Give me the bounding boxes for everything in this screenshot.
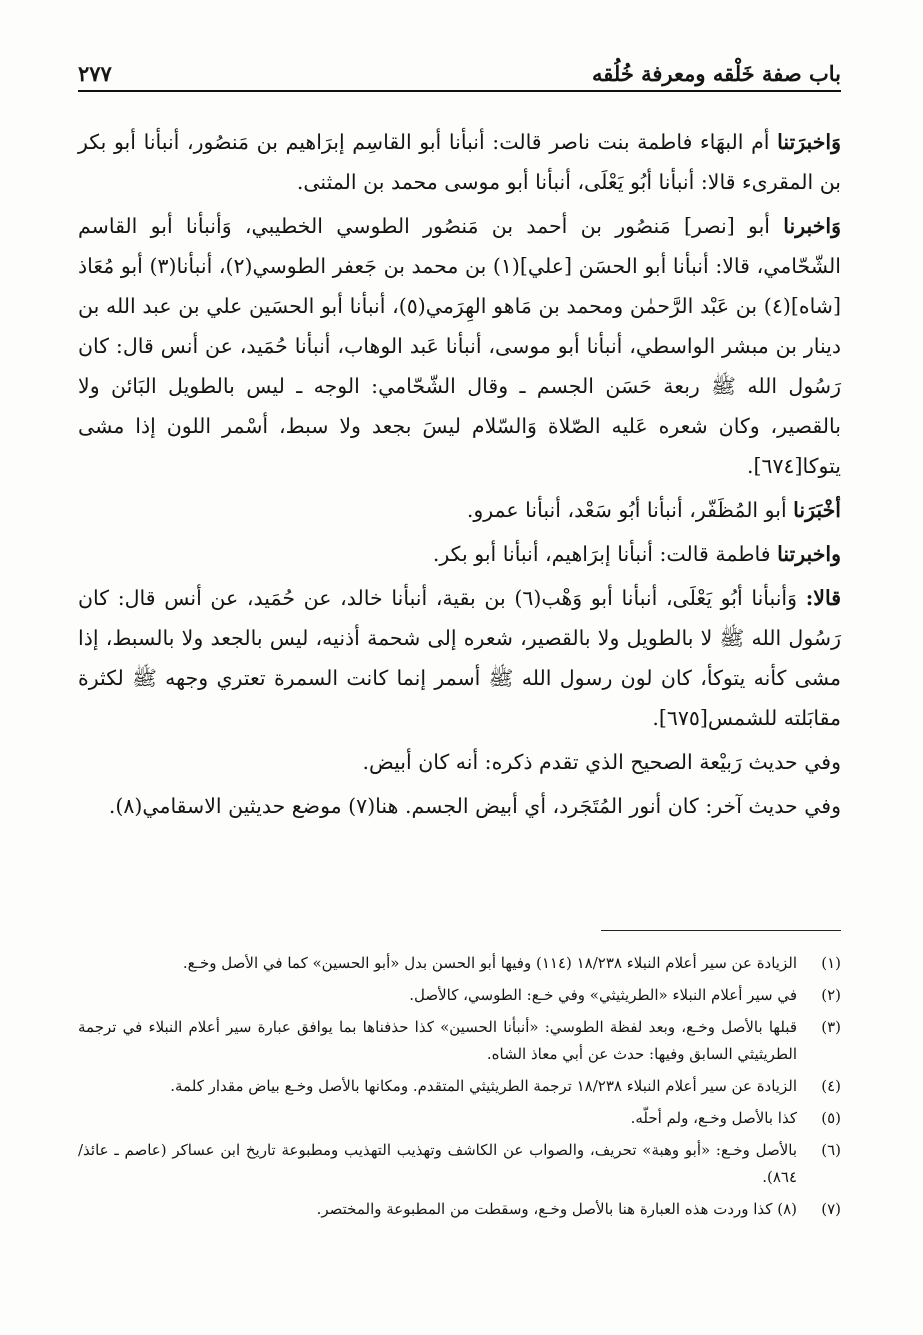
footnote: [78, 1137, 841, 1191]
footnote: [78, 1073, 841, 1100]
footnote-text: كذا بالأصل وخـع، ولم أحلّه.: [630, 1109, 797, 1127]
footnote-text: (٨) كذا وردت هذه العبارة هنا بالأصل وخـع، وسقطت من المطبوعة والمختصر.: [316, 1200, 797, 1218]
paragraph: [78, 206, 841, 486]
paragraph-text: وفي حديث آخر: كان أنور المُتَجَرد، أي أبيض الجسم. هنا(٧) موضع حديثين الاسقامي(٨).: [108, 794, 841, 818]
paragraph-text: أم البهَاء فاطمة بنت ناصر قالت: أنبأنا أبو القاسِم إبرَاهيم بن مَنصُور، أنبأنا أبو بكر بن المقرىء قالا: أنبأنا أبُو يَعْلَى، أنبأنا أبو موسى محمد بن المثنى.: [78, 130, 841, 194]
paragraph: [78, 742, 841, 782]
chapter-title: باب صفة خَلْقه ومعرفة خُلُقه: [591, 61, 841, 86]
footnote-text: قبلها بالأصل وخـع، وبعد لفظة الطوسي: «أنبأنا الحسين» كذا حذفناها بما يوافق عبارة سير أعلام النبلاء في ترجمة الطريثيثي السابق وفيها: حدث عن أبي معاذ الشاه.: [78, 1018, 797, 1063]
paragraph: [78, 490, 841, 530]
footnote-text: بالأصل وخـع: «أبو وهبة» تحريف، والصواب عن الكاشف وتهذيب التهذيب ومطبوعة تاريخ ابن عساكر (عاصم ـ عائذ/ ٨٦٤).: [78, 1141, 797, 1186]
paragraph-lead: أخْبَرَنا: [793, 498, 841, 522]
paragraph: [78, 534, 841, 574]
paragraph-text: وَأنبأنا أبُو يَعْلَى، أنبأنا أبو وَهْب(٦) بن بقية، أنبأنا خالد، عن حُمَيد، عن أنس قال: كان رَسُول الله ﷺ لا بالطويل ولا بالقصير، شعره إلى شحمة أذنيه، ليس بالجعد ولا بالسبط، إذا مشى كأنه يتوكأ، كان لون رسول الله ﷺ أسمر إنما كانت السمرة تعتري وجهه ﷺ لكثرة مقابَلته للشمس[٦٧٥].: [78, 586, 841, 730]
paragraph-lead: وَاخبرَتنا: [777, 130, 841, 154]
paragraph-text: أبو المُظَفّر، أنبأنا أبُو سَعْد، أنبأنا عمرو.: [466, 498, 794, 522]
paragraph-text: فاطمة قالت: أنبأنا إبرَاهيم، أنبأنا أبو بكر.: [432, 542, 778, 566]
footnote-number: (٣): [821, 1018, 841, 1036]
footnote-number: (٢): [821, 986, 841, 1004]
paragraph-lead: وَاخبرنا: [783, 214, 841, 238]
paragraph-lead: قالا:: [805, 586, 841, 610]
footnote-text: الزيادة عن سير أعلام النبلاء ١٨/٢٣٨ ترجمة الطريثيثي المتقدم. ومكانها بالأصل وخـع بياض مقدار كلمة.: [170, 1077, 797, 1095]
footnote: [78, 1196, 841, 1223]
footnote-number: (٤): [821, 1077, 841, 1095]
paragraph: [78, 122, 841, 202]
footnotes: [78, 950, 841, 1228]
footnote-number: (٧): [821, 1200, 841, 1218]
paragraph: [78, 578, 841, 738]
footnote-divider: [601, 930, 841, 931]
page-number: ٢٧٧: [78, 61, 112, 86]
main-text: [78, 122, 841, 826]
page-header: [78, 50, 841, 92]
footnote: [78, 1014, 841, 1068]
footnote-text: في سير أعلام النبلاء «الطريثيثي» وفي خـع: الطوسي، كالأصل.: [409, 986, 797, 1004]
footnote: [78, 950, 841, 977]
paragraph: [78, 786, 841, 826]
footnote-number: (٦): [821, 1141, 841, 1159]
footnote-text: الزيادة عن سير أعلام النبلاء ١٨/٢٣٨ (١١٤) وفيها أبو الحسن بدل «أبو الحسين» كما في الأصل وخـع.: [182, 954, 797, 972]
footnote-number: (٥): [821, 1109, 841, 1127]
paragraph-text: وفي حديث رَبيْعة الصحيح الذي تقدم ذكره: أنه كان أبيض.: [362, 750, 841, 774]
paragraph-lead: واخبرتنا: [777, 542, 841, 566]
footnote: [78, 1105, 841, 1132]
footnote: [78, 982, 841, 1009]
paragraph-text: أبو [نصر] مَنصُور بن أحمد بن مَنصُور الطوسي الخطيبي، وَأنبأنا أبو القاسم الشّحّامي، قالا: أنبأنا أبو الحسَن [علي](١) بن محمد بن جَعفر الطوسي(٢)، أنبأنا(٣) أبو مُعَاذ [شاه](٤) بن عَبْد الرَّحمٰن ومحمد بن مَاهو الهِرَمي(٥)، أنبأنا أبو الحسَين علي بن عبد الله بن دينار بن مبشر الواسطي، أنبأنا أبو موسى، أنبأنا عَبد الوهاب، أنبأنا حُمَيد، عن أنس قال: كان رَسُول الله ﷺ ربعة حَسَن الجسم ـ وقال الشّحّامي: الوجه ـ ليس بالطويل البَائن ولا بالقصير، وكان شعره عَليه الصّلاة وَالسّلام ليسَ بجعد ولا سبط، أسْمر اللون إذا مشى يتوكا[٦٧٤].: [78, 214, 841, 478]
footnote-number: (١): [821, 954, 841, 972]
